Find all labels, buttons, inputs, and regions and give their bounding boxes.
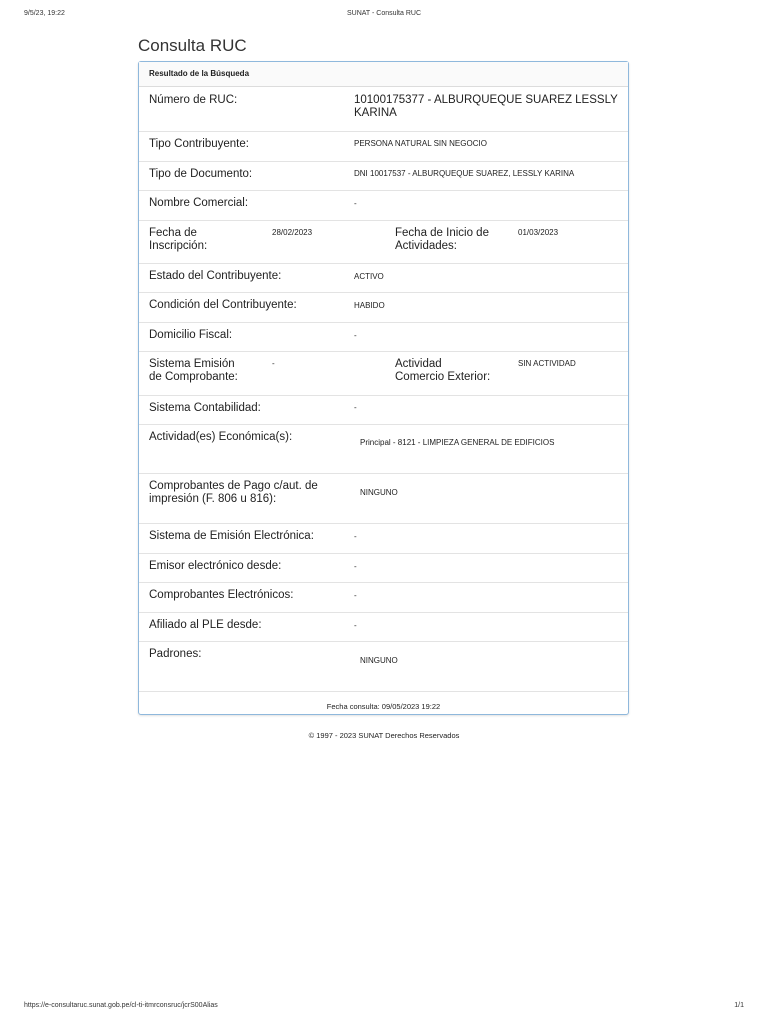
condicion-label: Condición del Contribuyente: xyxy=(149,299,297,311)
panel-heading: Resultado de la Búsqueda xyxy=(139,62,628,87)
comprobantes-electronicos-label: Comprobantes Electrónicos: xyxy=(149,589,294,601)
fecha-inicio-label-line1: Fecha de Inicio de xyxy=(395,227,489,239)
row-comprobantes-electronicos xyxy=(139,583,628,613)
print-footer-url: https://e-consultaruc.sunat.gob.pe/cl-ti-itmrconsruc/jcrS00Alias xyxy=(24,1002,218,1009)
comprobantes-pago-value: NINGUNO xyxy=(360,488,398,497)
nombre-comercial-label: Nombre Comercial: xyxy=(149,197,249,209)
condicion-value: HABIDO xyxy=(354,301,385,310)
fecha-inicio-label-line2: Actividades: xyxy=(395,240,458,252)
actividad-comercio-label-line2: Comercio Exterior: xyxy=(395,371,491,383)
actividad-comercio-label xyxy=(395,358,490,384)
estado-label: Estado del Contribuyente: xyxy=(149,270,282,282)
comprobantes-pago-label xyxy=(149,480,318,506)
actividad-comercio-label-line1: Actividad xyxy=(395,358,442,370)
domicilio-value: - xyxy=(354,331,357,340)
ruc-label: Número de RUC: xyxy=(149,94,238,106)
row-fechas xyxy=(139,221,628,264)
comprobantes-pago-label-line2: impresión (F. 806 u 816): xyxy=(149,493,277,505)
afiliado-ple-label: Afiliado al PLE desde: xyxy=(149,619,262,631)
emisor-electronico-value: - xyxy=(354,562,357,571)
row-tipo-contribuyente xyxy=(139,132,628,162)
sistema-emision-value: - xyxy=(272,359,275,368)
tipo-contribuyente-value: PERSONA NATURAL SIN NEGOCIO xyxy=(354,139,487,148)
copyright: © 1997 - 2023 SUNAT Derechos Reservados xyxy=(308,731,460,740)
sistema-emision-electronica-value: - xyxy=(354,532,357,541)
row-nombre-comercial xyxy=(139,191,628,221)
actividades-value: Principal - 8121 - LIMPIEZA GENERAL DE EDIFICIOS xyxy=(360,438,555,447)
actividad-comercio-value: SIN ACTIVIDAD xyxy=(518,359,576,368)
afiliado-ple-value: - xyxy=(354,621,357,630)
results-panel xyxy=(138,61,629,715)
sistema-emision-electronica-label: Sistema de Emisión Electrónica: xyxy=(149,530,314,542)
row-sistema-emision xyxy=(139,352,628,396)
padrones-label: Padrones: xyxy=(149,648,202,660)
comprobantes-electronicos-value: - xyxy=(354,591,357,600)
domicilio-label: Domicilio Fiscal: xyxy=(149,329,233,341)
row-tipo-documento xyxy=(139,162,628,191)
fecha-inscripcion-value: 28/02/2023 xyxy=(272,228,313,237)
sistema-emision-label xyxy=(149,358,238,384)
print-header-datetime: 9/5/23, 19:22 xyxy=(24,10,65,17)
row-estado xyxy=(139,264,628,293)
comprobantes-pago-label-line1: Comprobantes de Pago c/aut. de xyxy=(149,480,318,492)
row-padrones xyxy=(139,642,628,692)
ruc-value: 10100175377 - ALBURQUEQUE SUAREZ LESSLY KARINA xyxy=(354,94,618,119)
row-ruc xyxy=(139,87,628,132)
sistema-contabilidad-value: - xyxy=(354,403,357,412)
row-comprobantes-pago xyxy=(139,474,628,524)
page-title: Consulta RUC xyxy=(138,36,247,55)
fecha-consulta: Fecha consulta: 09/05/2023 19:22 xyxy=(326,702,441,711)
row-actividades xyxy=(139,425,628,474)
emisor-electronico-label: Emisor electrónico desde: xyxy=(149,560,282,572)
row-afiliado-ple xyxy=(139,613,628,642)
row-emisor-electronico xyxy=(139,554,628,583)
row-domicilio xyxy=(139,323,628,352)
fecha-inscripcion-label xyxy=(149,227,207,253)
estado-value: ACTIVO xyxy=(354,272,384,281)
sistema-emision-label-line1: Sistema Emisión xyxy=(149,358,235,370)
print-footer-page: 1/1 xyxy=(734,1002,744,1009)
nombre-comercial-value: - xyxy=(354,199,357,208)
print-header-title: SUNAT - Consulta RUC xyxy=(346,10,422,17)
padrones-value: NINGUNO xyxy=(360,656,398,665)
actividades-label: Actividad(es) Económica(s): xyxy=(149,431,293,443)
sistema-contabilidad-label: Sistema Contabilidad: xyxy=(149,402,261,414)
fecha-inscripcion-label-line2: Inscripción: xyxy=(149,240,208,252)
sistema-emision-label-line2: de Comprobante: xyxy=(149,371,238,383)
row-sistema-contabilidad xyxy=(139,396,628,425)
fecha-inscripcion-label-line1: Fecha de xyxy=(149,227,197,239)
row-condicion xyxy=(139,293,628,323)
fecha-inicio-label xyxy=(395,227,489,253)
fecha-inicio-value: 01/03/2023 xyxy=(518,228,559,237)
row-sistema-emision-electronica xyxy=(139,524,628,554)
tipo-documento-value: DNI 10017537 - ALBURQUEQUE SUAREZ, LESSLY KARINA xyxy=(354,169,575,178)
tipo-documento-label: Tipo de Documento: xyxy=(149,168,253,180)
tipo-contribuyente-label: Tipo Contribuyente: xyxy=(149,138,249,150)
